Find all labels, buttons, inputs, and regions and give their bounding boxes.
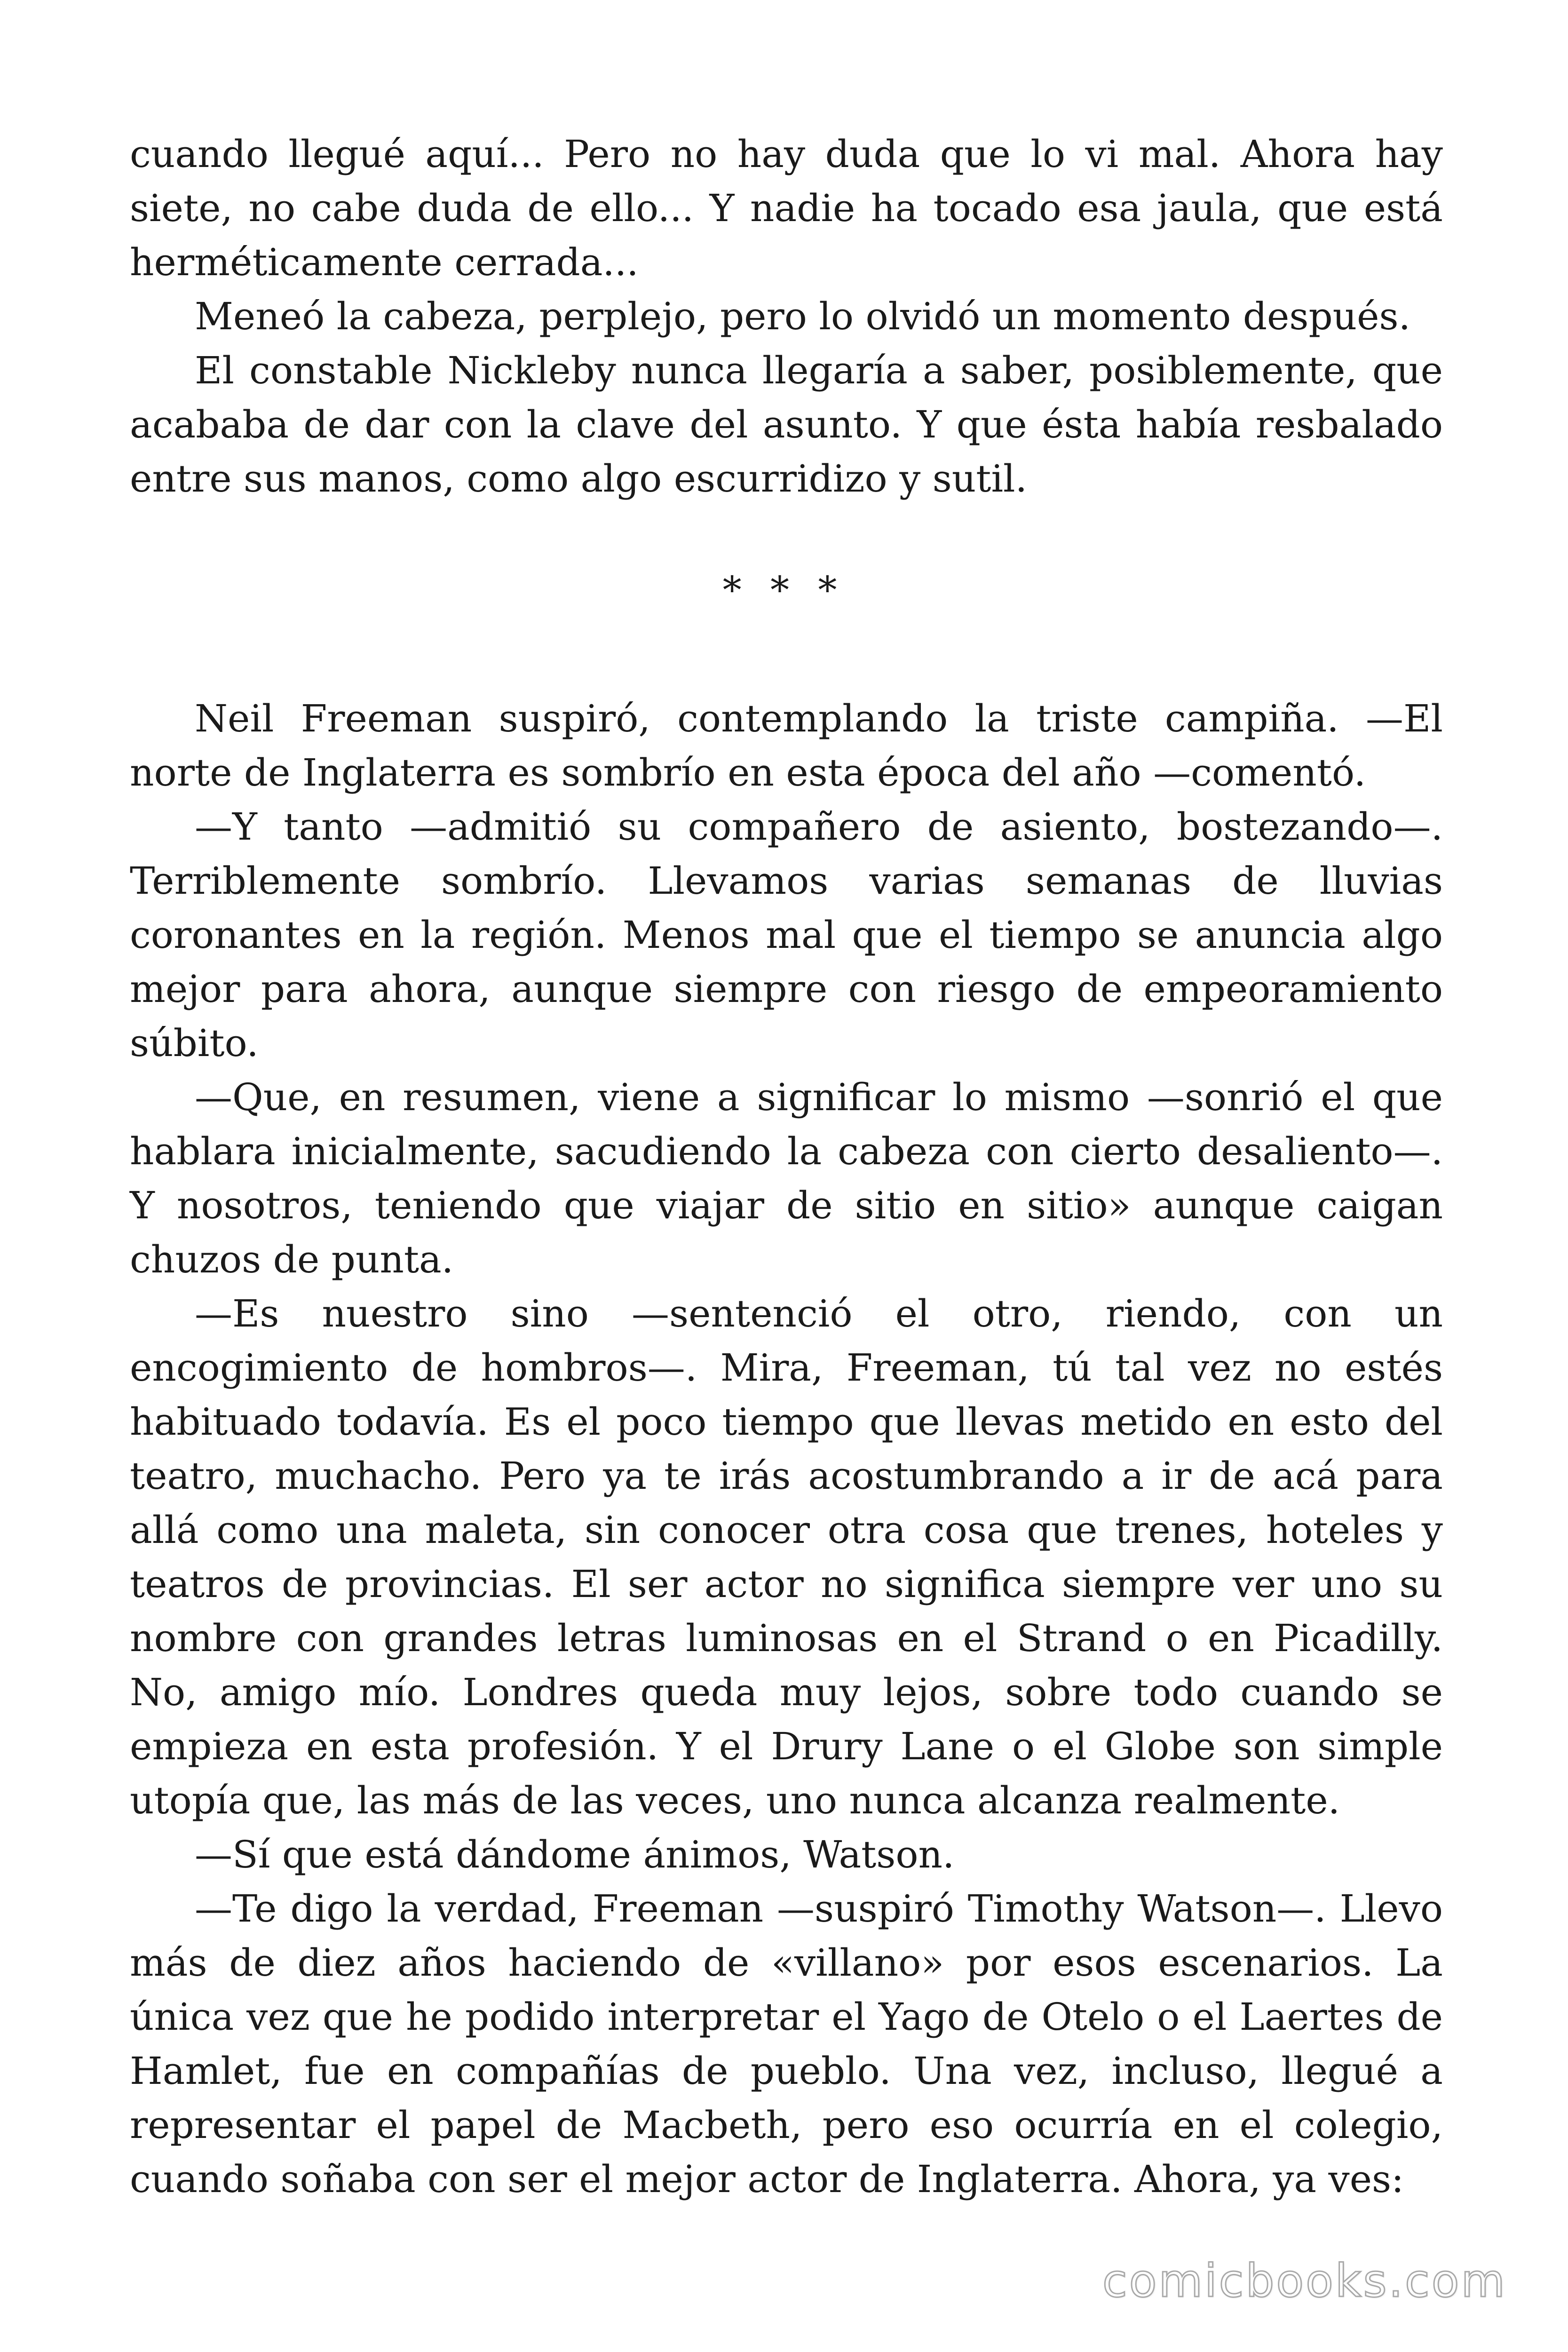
paragraph: —Sí que está dándome ánimos, Watson.	[195, 1833, 955, 1876]
paragraph: —Es nuestro sino —sentenció el otro, riendo, con un encogimiento de hombros—. Mira, Freeman, tú tal vez no estés habituado todavía. Es el poco tiempo que llevas metido en esto del teatro, muchacho. Pero ya te irás acostumbrando a ir de acá para allá como una maleta, sin conocer otra cosa que trenes, hoteles y teatros de provincias. El ser actor no significa siempre ver uno su nombre con grandes letras luminosas en el Strand o en Picadilly. No, amigo mío. Londres queda muy lejos, sobre todo cuando se empieza en esta profesión. Y el Drury Lane o el Globe son simple utopía que, las más de las veces, uno nunca alcanza realmente.	[130, 1292, 1443, 1822]
paragraph: —Que, en resumen, viene a significar lo mismo —sonrió el que hablara inicialmente, sacudiendo la cabeza con cierto desaliento—. Y nosotros, teniendo que viajar de sitio en sitio» aunque caigan chuzos de punta.	[130, 1075, 1443, 1281]
section-separator: * * *	[722, 568, 846, 612]
top-text-block	[130, 127, 1443, 506]
paragraph: Meneó la cabeza, perplejo, pero lo olvidó un momento después.	[195, 294, 1410, 338]
paragraph: El constable Nickleby nunca llegaría a saber, posiblemente, que acababa de dar con la clave del asunto. Y que ésta había resbalado entre sus manos, como algo escurridizo y sutil.	[130, 349, 1443, 501]
paragraph: Neil Freeman suspiró, contemplando la triste campiña. —El norte de Inglaterra es sombrío en esta época del año —comentó.	[130, 697, 1443, 795]
main-text-block	[130, 691, 1443, 2206]
watermark-logo: comicbooks.com	[1102, 2255, 1507, 2307]
paragraph: —Y tanto —admitió su compañero de asiento, bostezando—. Terriblemente sombrío. Llevamos varias semanas de lluvias coronantes en la región. Menos mal que el tiempo se anuncia algo mejor para ahora, aunque siempre con riesgo de empeoramiento súbito.	[130, 805, 1443, 1065]
paragraph-continuation: cuando llegué aquí... Pero no hay duda que lo vi mal. Ahora hay siete, no cabe duda de ello... Y nadie ha tocado esa jaula, que está herméticamente cerrada...	[130, 132, 1443, 284]
paragraph: —Te digo la verdad, Freeman —suspiró Timothy Watson—. Llevo más de diez años haciendo de «villano» por esos escenarios. La única vez que he podido interpretar el Yago de Otelo o el Laertes de Hamlet, fue en compañías de pueblo. Una vez, incluso, llegué a representar el papel de Macbeth, pero eso ocurría en el colegio, cuando soñaba con ser el mejor actor de Inglaterra. Ahora, ya ves:	[130, 1887, 1443, 2201]
